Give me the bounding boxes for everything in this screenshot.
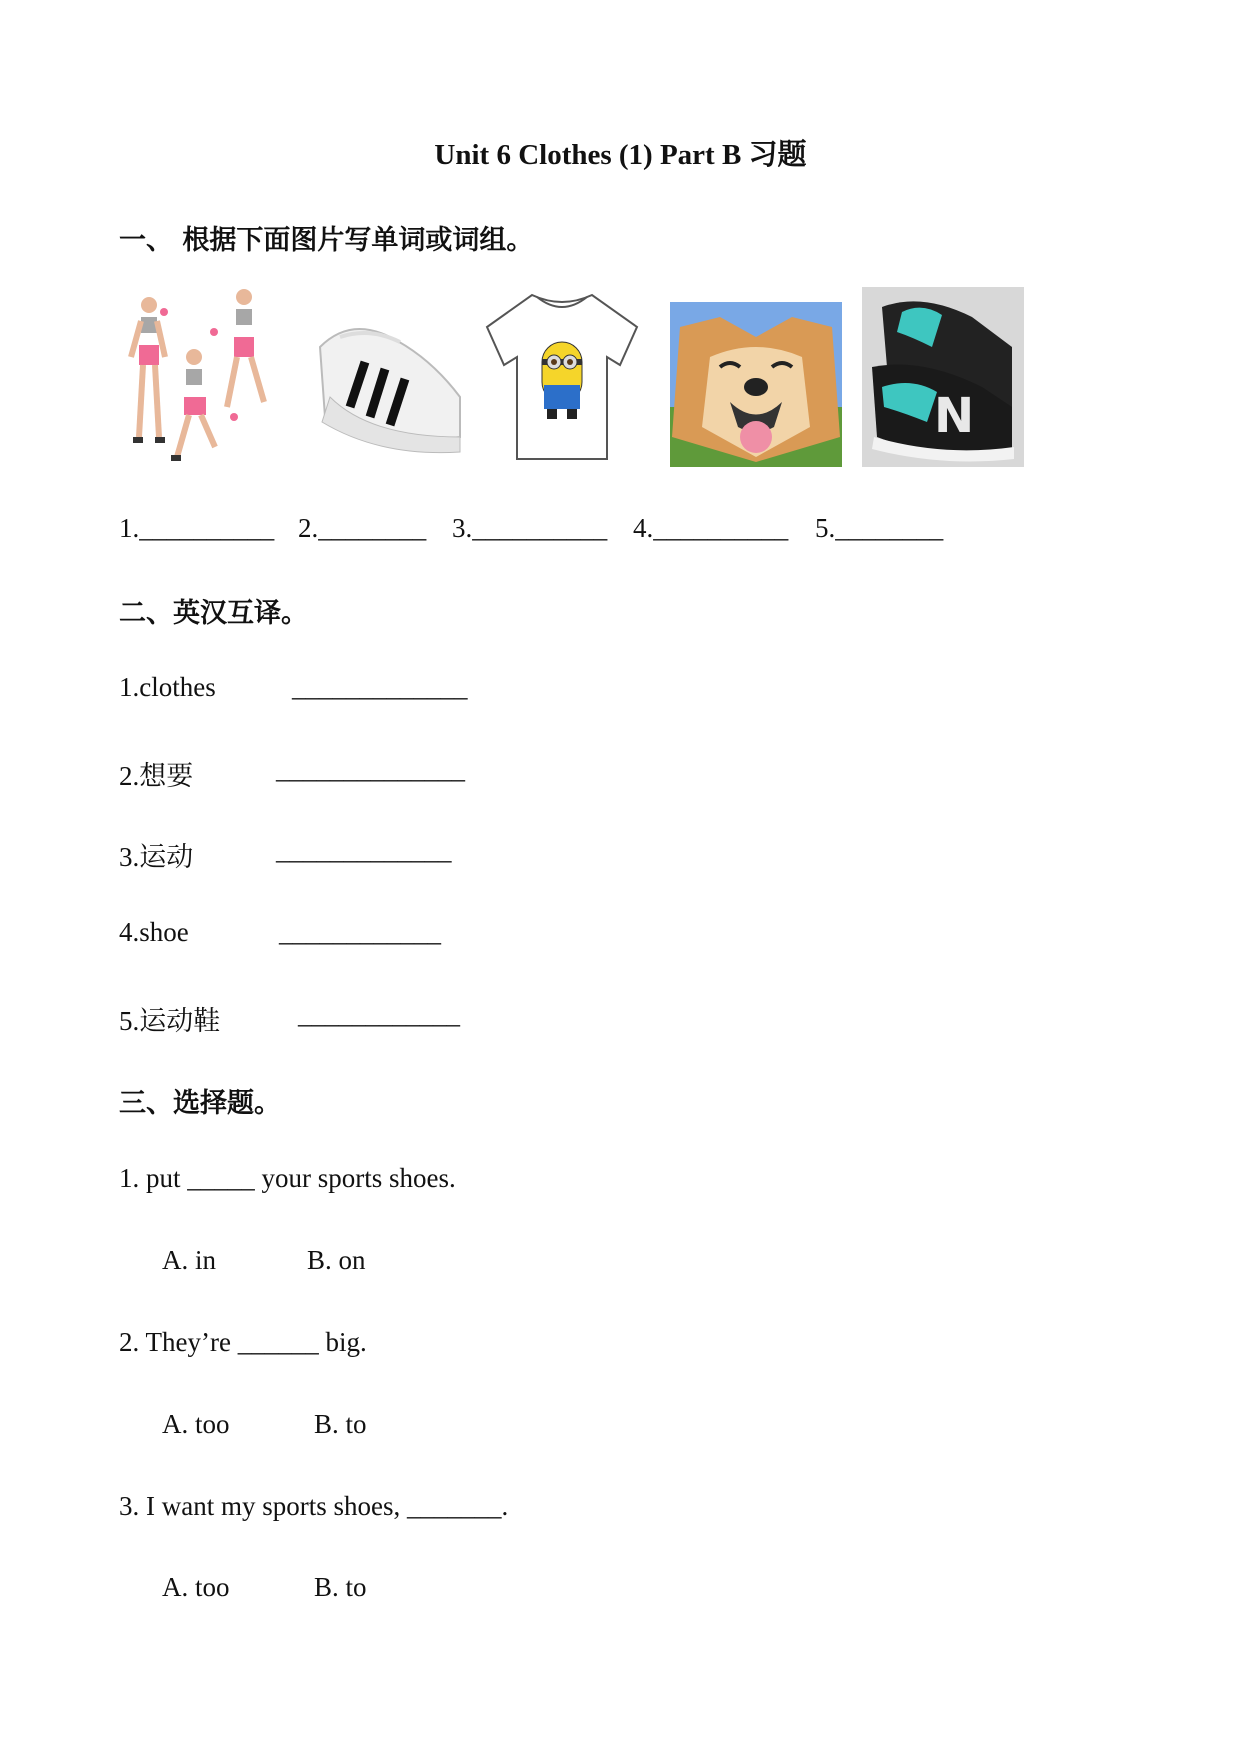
black-sneakers-picture <box>862 287 1024 467</box>
translate-blank-3[interactable]: _____________ <box>276 835 452 865</box>
translate-blank-1[interactable]: _____________ <box>292 672 468 702</box>
white-sneakers-picture <box>310 287 470 467</box>
choice-1-option-a[interactable]: A. in <box>162 1245 216 1275</box>
choice-2-option-b[interactable]: B. to <box>314 1409 367 1439</box>
smiling-dog-picture <box>670 287 842 467</box>
exercise-lunges-picture <box>119 287 279 467</box>
worksheet-title: Unit 6 Clothes (1) Part B 习题 <box>434 139 807 171</box>
picture-blank-1[interactable]: 1.__________ <box>119 513 275 543</box>
minion-tshirt-picture <box>482 287 642 467</box>
section-1-heading: 一、 根据下面图片写单词或词组。 <box>119 225 534 256</box>
picture-blank-2[interactable]: 2.________ <box>298 513 427 543</box>
picture-blank-4[interactable]: 4.__________ <box>633 513 789 543</box>
translate-prompt-1: 1.clothes <box>119 672 216 702</box>
translate-blank-4[interactable]: ____________ <box>279 917 441 947</box>
translate-prompt-4: 4.shoe <box>119 917 189 947</box>
translate-blank-5[interactable]: ____________ <box>298 999 460 1029</box>
section-3-heading: 三、选择题。 <box>119 1088 281 1119</box>
choice-3-option-b[interactable]: B. to <box>314 1572 367 1602</box>
choice-2-option-a[interactable]: A. too <box>162 1409 230 1439</box>
choice-question-1: 1. put _____ your sports shoes. <box>119 1163 456 1193</box>
choice-3-option-a[interactable]: A. too <box>162 1572 230 1602</box>
svg-text:N: N <box>934 388 975 444</box>
picture-blank-5[interactable]: 5.________ <box>815 513 944 543</box>
choice-1-option-b[interactable]: B. on <box>307 1245 366 1275</box>
translate-prompt-3: 3.运动 <box>119 842 194 872</box>
translate-prompt-2: 2.想要 <box>119 761 194 791</box>
section-2-heading: 二、英汉互译。 <box>119 598 308 629</box>
picture-blank-3[interactable]: 3.__________ <box>452 513 608 543</box>
choice-question-3: 3. I want my sports shoes, _______. <box>119 1491 509 1521</box>
translate-prompt-5: 5.运动鞋 <box>119 1006 221 1036</box>
choice-question-2: 2. They’re ______ big. <box>119 1327 367 1357</box>
translate-blank-2[interactable]: ______________ <box>276 754 465 784</box>
